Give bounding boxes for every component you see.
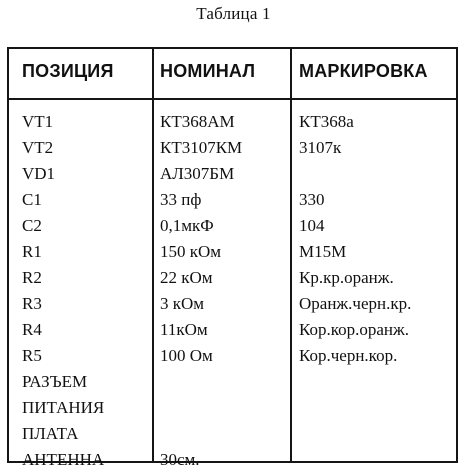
marking-cell: M15M bbox=[299, 242, 347, 261]
nominal-cell: АЛ307БМ bbox=[160, 164, 235, 183]
nominal-cell: 30см. bbox=[160, 450, 200, 469]
marking-cell: 3107к bbox=[299, 138, 342, 157]
position-cell: АНТЕННА bbox=[22, 450, 105, 469]
nominal-cell: 33 пф bbox=[160, 190, 202, 209]
marking-cell: 330 bbox=[299, 190, 325, 209]
position-cell: ПЛАТА bbox=[22, 424, 79, 443]
position-cell: R1 bbox=[22, 242, 42, 261]
marking-cell: КТ368а bbox=[299, 112, 354, 131]
table-row bbox=[9, 447, 456, 473]
column-header-position: ПОЗИЦИЯ bbox=[22, 61, 114, 81]
table-row bbox=[9, 395, 456, 421]
table-row bbox=[9, 161, 456, 187]
position-cell: R5 bbox=[22, 346, 42, 365]
nominal-cell: КТ368АМ bbox=[160, 112, 235, 131]
position-cell: C2 bbox=[22, 216, 42, 235]
table-row bbox=[9, 369, 456, 395]
position-cell: R2 bbox=[22, 268, 42, 287]
components-table bbox=[7, 47, 458, 469]
marking-cell: Кор.кор.оранж. bbox=[299, 320, 410, 339]
position-cell: VT1 bbox=[22, 112, 54, 131]
table-row bbox=[9, 239, 456, 265]
position-cell: R4 bbox=[22, 320, 42, 339]
nominal-cell: 3 кОм bbox=[160, 294, 205, 313]
position-cell: C1 bbox=[22, 190, 42, 209]
table-row bbox=[9, 187, 456, 213]
table-row bbox=[9, 291, 456, 317]
marking-cell: Кр.кр.оранж. bbox=[299, 268, 394, 287]
nominal-cell: 22 кОм bbox=[160, 268, 213, 287]
table-row bbox=[9, 265, 456, 291]
column-header-marking: МАРКИРОВКА bbox=[299, 61, 428, 81]
nominal-cell: 11кОм bbox=[160, 320, 208, 339]
position-cell: R3 bbox=[22, 294, 42, 313]
position-cell: VT2 bbox=[22, 138, 54, 157]
nominal-cell: 0,1мкФ bbox=[160, 216, 214, 235]
position-cell: ПИТАНИЯ bbox=[22, 398, 105, 417]
table-row bbox=[9, 109, 456, 135]
nominal-cell: 150 кОм bbox=[160, 242, 222, 261]
nominal-cell: КТ3107КМ bbox=[160, 138, 243, 157]
position-cell: VD1 bbox=[22, 164, 56, 183]
table-row bbox=[9, 317, 456, 343]
header-divider bbox=[9, 98, 456, 100]
table-body bbox=[9, 109, 456, 473]
table-row bbox=[9, 213, 456, 239]
table-row bbox=[9, 421, 456, 447]
marking-cell: 104 bbox=[299, 216, 325, 235]
nominal-cell: 100 Ом bbox=[160, 346, 213, 365]
table-row bbox=[9, 343, 456, 369]
marking-cell: Оранж.черн.кр. bbox=[299, 294, 412, 313]
table-row bbox=[9, 135, 456, 161]
table-caption: Таблица 1 bbox=[196, 4, 271, 23]
marking-cell: Кор.черн.кор. bbox=[299, 346, 398, 365]
column-header-nominal: НОМИНАЛ bbox=[160, 61, 256, 81]
position-cell: РАЗЪЕМ bbox=[22, 372, 88, 391]
